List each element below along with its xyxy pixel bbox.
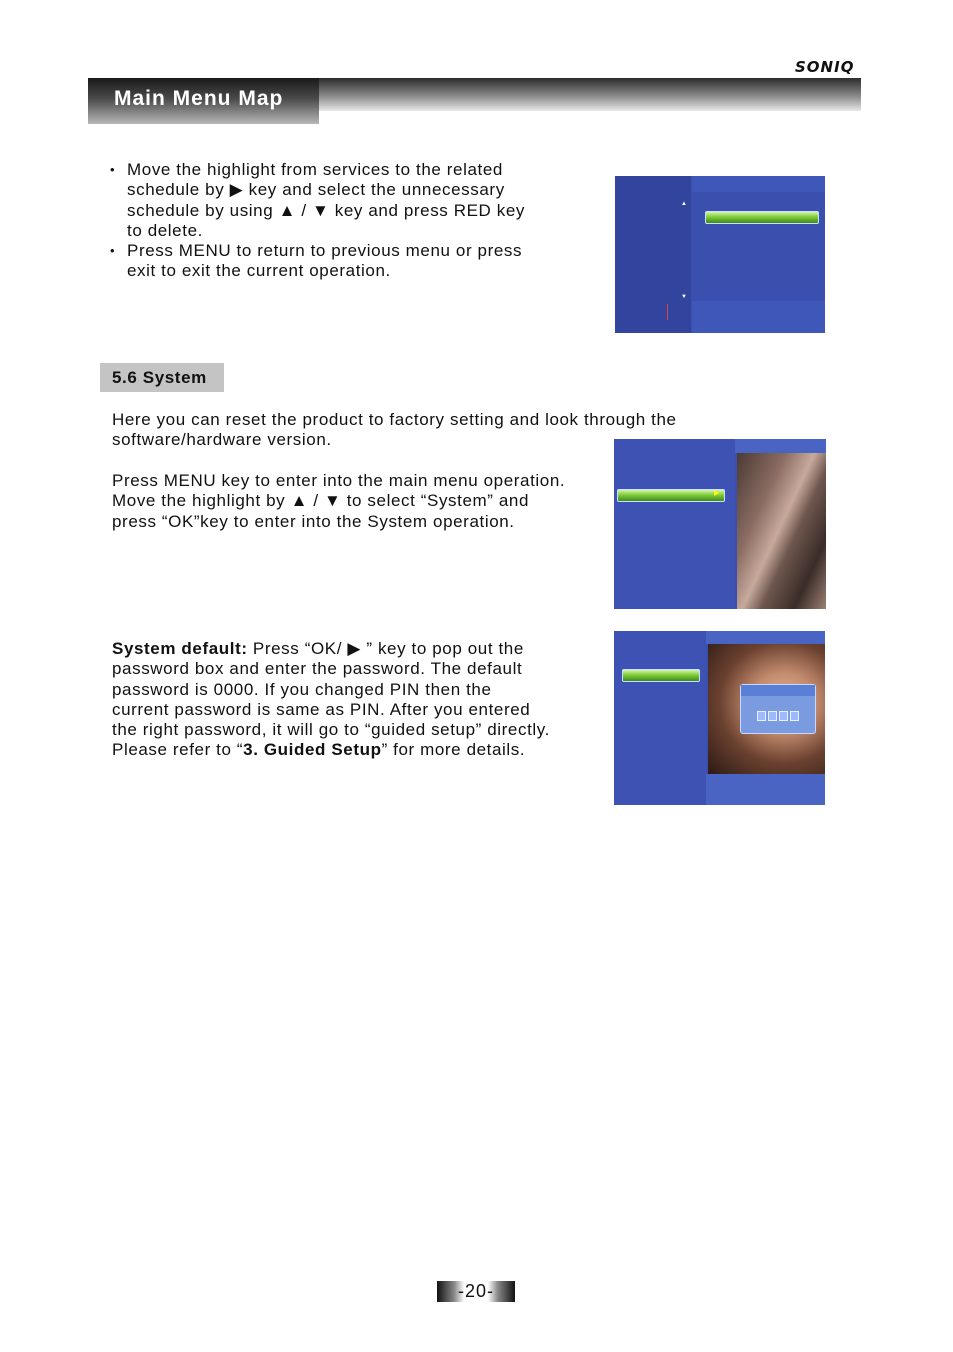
brand-logo: SONIQ bbox=[795, 58, 855, 76]
password-dialog bbox=[740, 684, 816, 734]
pin-box-3 bbox=[779, 711, 788, 721]
system-menu-instructions: Press MENU key to enter into the main menu operation. Move the highlight by ▲ / ▼ to select “System” and press “OK”key to enter into the System operation. bbox=[112, 471, 566, 531]
preview-photo bbox=[737, 453, 826, 609]
dialog-header bbox=[741, 685, 815, 696]
timer-screen-image bbox=[615, 176, 825, 333]
pin-box-1 bbox=[757, 711, 766, 721]
pin-box-2 bbox=[768, 711, 777, 721]
pin-box-4 bbox=[790, 711, 799, 721]
arrow-right-icon: ▶ bbox=[714, 490, 720, 497]
red-marker bbox=[667, 304, 668, 320]
timer-instructions bbox=[108, 160, 525, 282]
section-label: 5.6 System bbox=[100, 363, 224, 392]
system-default-text: System default: Press “OK/ ▶ ” key to pop out the password box and enter the password. The default password is 0000. If you changed PIN then the current password is same as PIN. After you entered the right password, it will go to “guided setup” directly. Please refer to “3. Guided Setup” for more details. bbox=[112, 639, 550, 760]
left-panel bbox=[614, 631, 706, 805]
highlight-bar bbox=[617, 489, 725, 502]
scroll-up-icon: ▲ bbox=[681, 201, 687, 207]
bullet-item: • Press MENU to return to previous menu or press exit to exit the current operation. bbox=[108, 241, 525, 282]
main-menu-screen-image bbox=[614, 439, 826, 609]
bottom-strip bbox=[692, 301, 825, 333]
bullet-item: • Move the highlight from services to the related schedule by ▶ key and select the unnecessary schedule by using ▲ / ▼ key and press RED key to delete. bbox=[108, 160, 525, 241]
left-panel bbox=[615, 176, 691, 333]
top-strip bbox=[735, 439, 826, 453]
left-panel bbox=[614, 439, 735, 609]
highlight-bar bbox=[622, 669, 700, 682]
system-intro: Here you can reset the product to factory setting and look through the software/hardware version. bbox=[112, 410, 677, 450]
bottom-strip bbox=[706, 774, 825, 805]
scroll-down-icon: ▼ bbox=[681, 294, 687, 300]
top-strip bbox=[706, 631, 825, 644]
page-title: Main Menu Map bbox=[114, 87, 284, 110]
top-strip bbox=[692, 176, 825, 192]
page-number: -20- bbox=[437, 1281, 515, 1302]
password-screen-image bbox=[614, 631, 825, 805]
highlight-bar bbox=[705, 211, 819, 224]
